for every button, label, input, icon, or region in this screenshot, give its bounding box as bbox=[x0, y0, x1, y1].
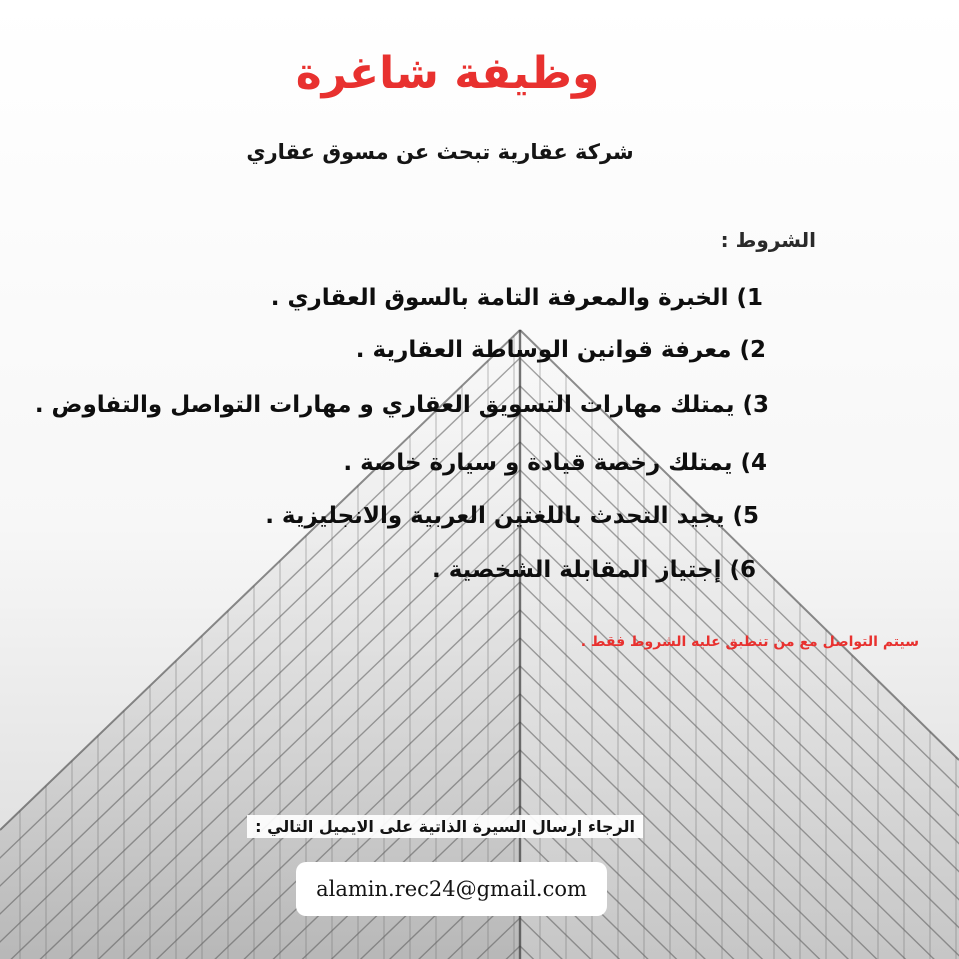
note-text: سيتم التواصل مع من تنطبق عليه الشروط فقط . bbox=[580, 634, 919, 650]
subtitle: شركة عقارية تبحث عن مسوق عقاري bbox=[246, 140, 634, 164]
conditions-label: الشروط : bbox=[720, 228, 816, 252]
condition-item: 6) إجتياز المقابلة الشخصية . bbox=[431, 557, 756, 583]
condition-item: 3) يمتلك مهارات التسويق العقاري و مهارات التواصل والتفاوض . bbox=[34, 392, 769, 418]
condition-item: 1) الخبرة والمعرفة التامة بالسوق العقاري . bbox=[270, 285, 763, 311]
page-title: وظيفة شاغرة bbox=[295, 48, 600, 99]
email-address: alamin.rec24@gmail.com bbox=[296, 862, 607, 916]
condition-item: 2) معرفة قوانين الوساطة العقارية . bbox=[355, 337, 766, 363]
condition-item: 5) يجيد التحدث باللغتين العربية والانجليزية . bbox=[265, 503, 759, 529]
condition-item: 4) يمتلك رخصة قيادة و سيارة خاصة . bbox=[343, 450, 767, 476]
cv-instruction: الرجاء إرسال السيرة الذاتية على الايميل التالي : bbox=[247, 815, 643, 838]
